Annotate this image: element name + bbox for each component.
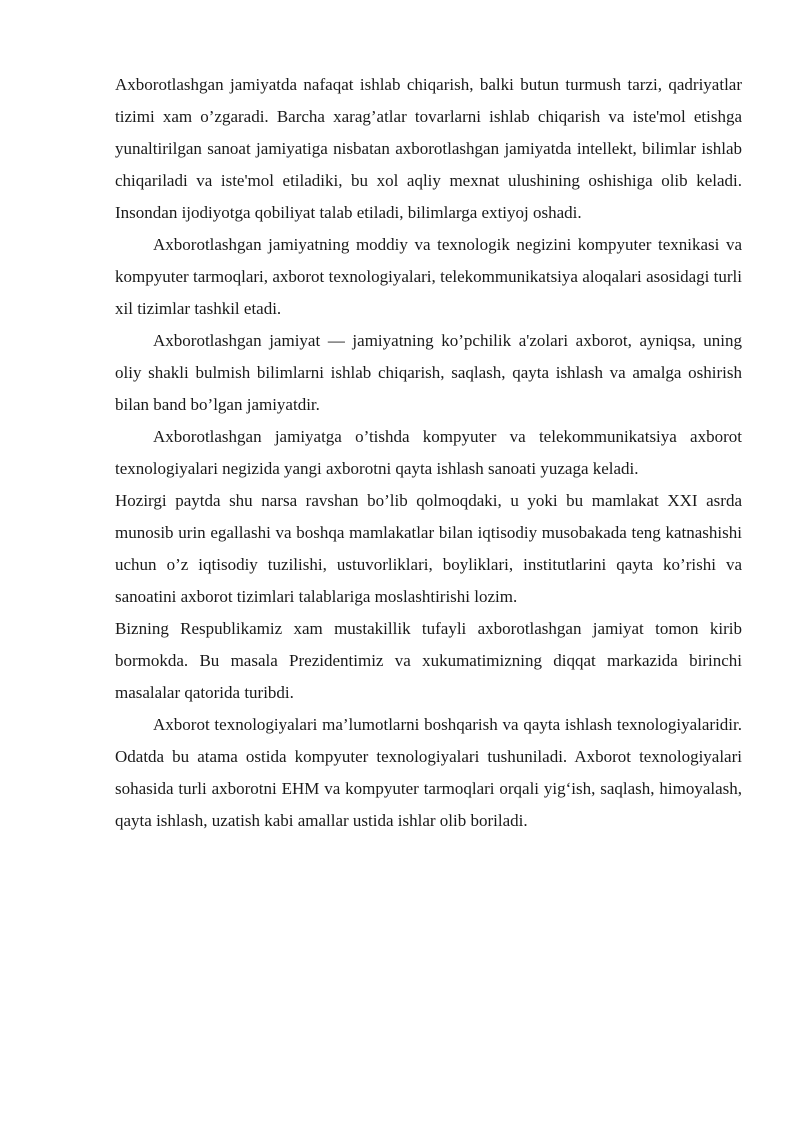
paragraph-6: Bizning Respublikamiz xam mustakillik tufayli axborotlashgan jamiyat tomon kirib bormokda. Bu masala Prezidentimiz va xukumatimizning diqqat markazida birinchi masalalar qatorida turibdi. — [115, 619, 742, 702]
paragraph-1: Axborotlashgan jamiyatda nafaqat ishlab chiqarish, balki butun turmush tarzi, qadriyatlar tizimi xam o’zgaradi. Barcha xarag’atlar tovarlarni ishlab chiqarish va iste'mol etishga yunaltirilgan sanoat jamiyatiga nisbatan axborotlashgan jamiyatda intellekt, bilimlar ishlab chiqariladi va iste'mol etiladiki, bu xol aqliy mexnat ulushining oshishiga olib keladi. Insondan ijodiyotga qobiliyat talab etiladi, bilimlarga extiyoj oshadi. — [115, 75, 742, 222]
paragraph-7: Axborot texnologiyalari ma’lumotlarni boshqarish va qayta ishlash texnologiyalaridir. Odatda bu atama ostida kompyuter texnologiyalari tushuniladi. Axborot texnologiyalari sohasida turli axborotni EHM va kompyuter tarmoqlari orqali yig‘ish, saqlash, himoyalash, qayta ishlash, uzatish kabi amallar ustida ishlar olib boriladi. — [115, 715, 742, 830]
paragraph-2: Axborotlashgan jamiyatning moddiy va texnologik negizini kompyuter texnikasi va kompyuter tarmoqlari, axborot texnologiyalari, telekommunikatsiya aloqalari asosidagi turli xil tizimlar tashkil etadi. — [115, 235, 742, 318]
paragraph-3: Axborotlashgan jamiyat — jamiyatning ko’pchilik a'zolari axborot, ayniqsa, uning oliy shakli bulmish bilimlarni ishlab chiqarish, saqlash, qayta ishlash va amalga oshirish bilan band bo’lgan jamiyatdir. — [115, 331, 742, 414]
document-body — [115, 69, 742, 837]
paragraph-4: Axborotlashgan jamiyatga o’tishda kompyuter va telekommunikatsiya axborot texnologiyalari negizida yangi axborotni qayta ishlash sanoati yuzaga keladi. — [115, 427, 742, 478]
paragraph-5: Hozirgi paytda shu narsa ravshan bo’lib qolmoqdaki, u yoki bu mamlakat XXI asrda munosib urin egallashi va boshqa mamlakatlar bilan iqtisodiy musobakada teng katnashishi uchun o’z iqtisodiy tuzilishi, ustuvorliklari, boyliklari, institutlarini qayta ko’rishi va sanoatini axborot tizimlari talablariga moslashtirishi lozim. — [115, 491, 742, 606]
